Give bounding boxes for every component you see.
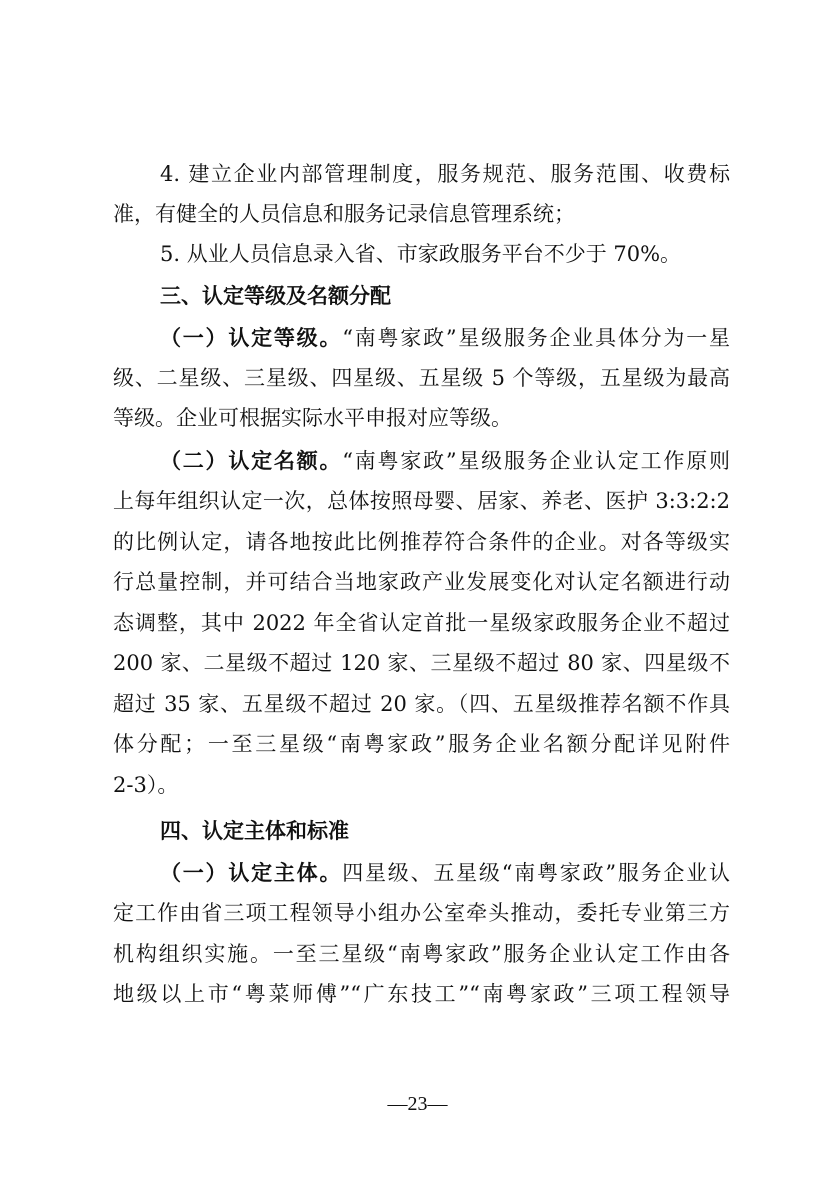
s3p2-lead: （二）认定名额。 — [160, 449, 343, 473]
s3p2-line6: 200 家、二星级不超过 120 家、三星级不超过 80 家、四星级不 — [113, 651, 730, 675]
s4p1-line1 — [160, 853, 730, 893]
s4p1-text: 四星级、五星级“南粤家政”服务企业认 — [342, 861, 730, 885]
s3p2-line4: 行总量控制，并可结合当地家政产业发展变化对认定名额进行动 — [113, 570, 730, 594]
s3p2-line7: 超过 35 家、五星级不超过 20 家。（四、五星级推荐名额不作具 — [113, 692, 730, 716]
section4-heading: 四、认定主体和标准 — [160, 819, 349, 843]
item4-line2: 准，有健全的人员信息和服务记录信息管理系统； — [113, 202, 575, 226]
s3p2-line5: 态调整，其中 2022 年全省认定首批一星级家政服务企业不超过 — [113, 611, 730, 635]
s4p1-line2: 定工作由省三项工程领导小组办公室牵头推动，委托专业第三方 — [113, 901, 730, 925]
s3p1-text: “南粤家政”星级服务企业具体分为一星 — [342, 326, 730, 350]
s3p2-line2: 上每年组织认定一次，总体按照母婴、居家、养老、医护 3:3:2:2 — [113, 489, 730, 513]
s4p1-line4: 地级以上市“粤菜师傅”“广东技工”“南粤家政”三项工程领导 — [113, 982, 730, 1006]
s3p1-line1 — [160, 318, 730, 358]
s3p2-line9: 2-3）。 — [113, 773, 179, 797]
s3p1-line2: 级、二星级、三星级、四星级、五星级 5 个等级，五星级为最高 — [113, 366, 730, 390]
page-number: —23— — [387, 1093, 448, 1115]
s3p2-line1 — [160, 441, 730, 481]
item4-line1: 4. 建立企业内部管理制度，服务规范、服务范围、收费标 — [160, 162, 730, 186]
item5-line: 5. 从业人员信息录入省、市家政服务平台不少于 70%。 — [160, 242, 682, 266]
s3p1-line3: 等级。企业可根据实际水平申报对应等级。 — [113, 406, 512, 430]
s3p2-text: “南粤家政”星级服务企业认定工作原则 — [342, 449, 730, 473]
s4p1-lead: （一）认定主体。 — [160, 861, 343, 885]
s3p2-line8: 体分配；一至三星级“南粤家政”服务企业名额分配详见附件 — [113, 732, 730, 756]
s4p1-line3: 机构组织实施。一至三星级“南粤家政”服务企业认定工作由各 — [113, 942, 730, 966]
s3p2-line3: 的比例认定，请各地按此比例推荐符合条件的企业。对各等级实 — [113, 530, 730, 554]
section3-heading: 三、认定等级及名额分配 — [160, 284, 391, 308]
s3p1-lead: （一）认定等级。 — [160, 326, 343, 350]
